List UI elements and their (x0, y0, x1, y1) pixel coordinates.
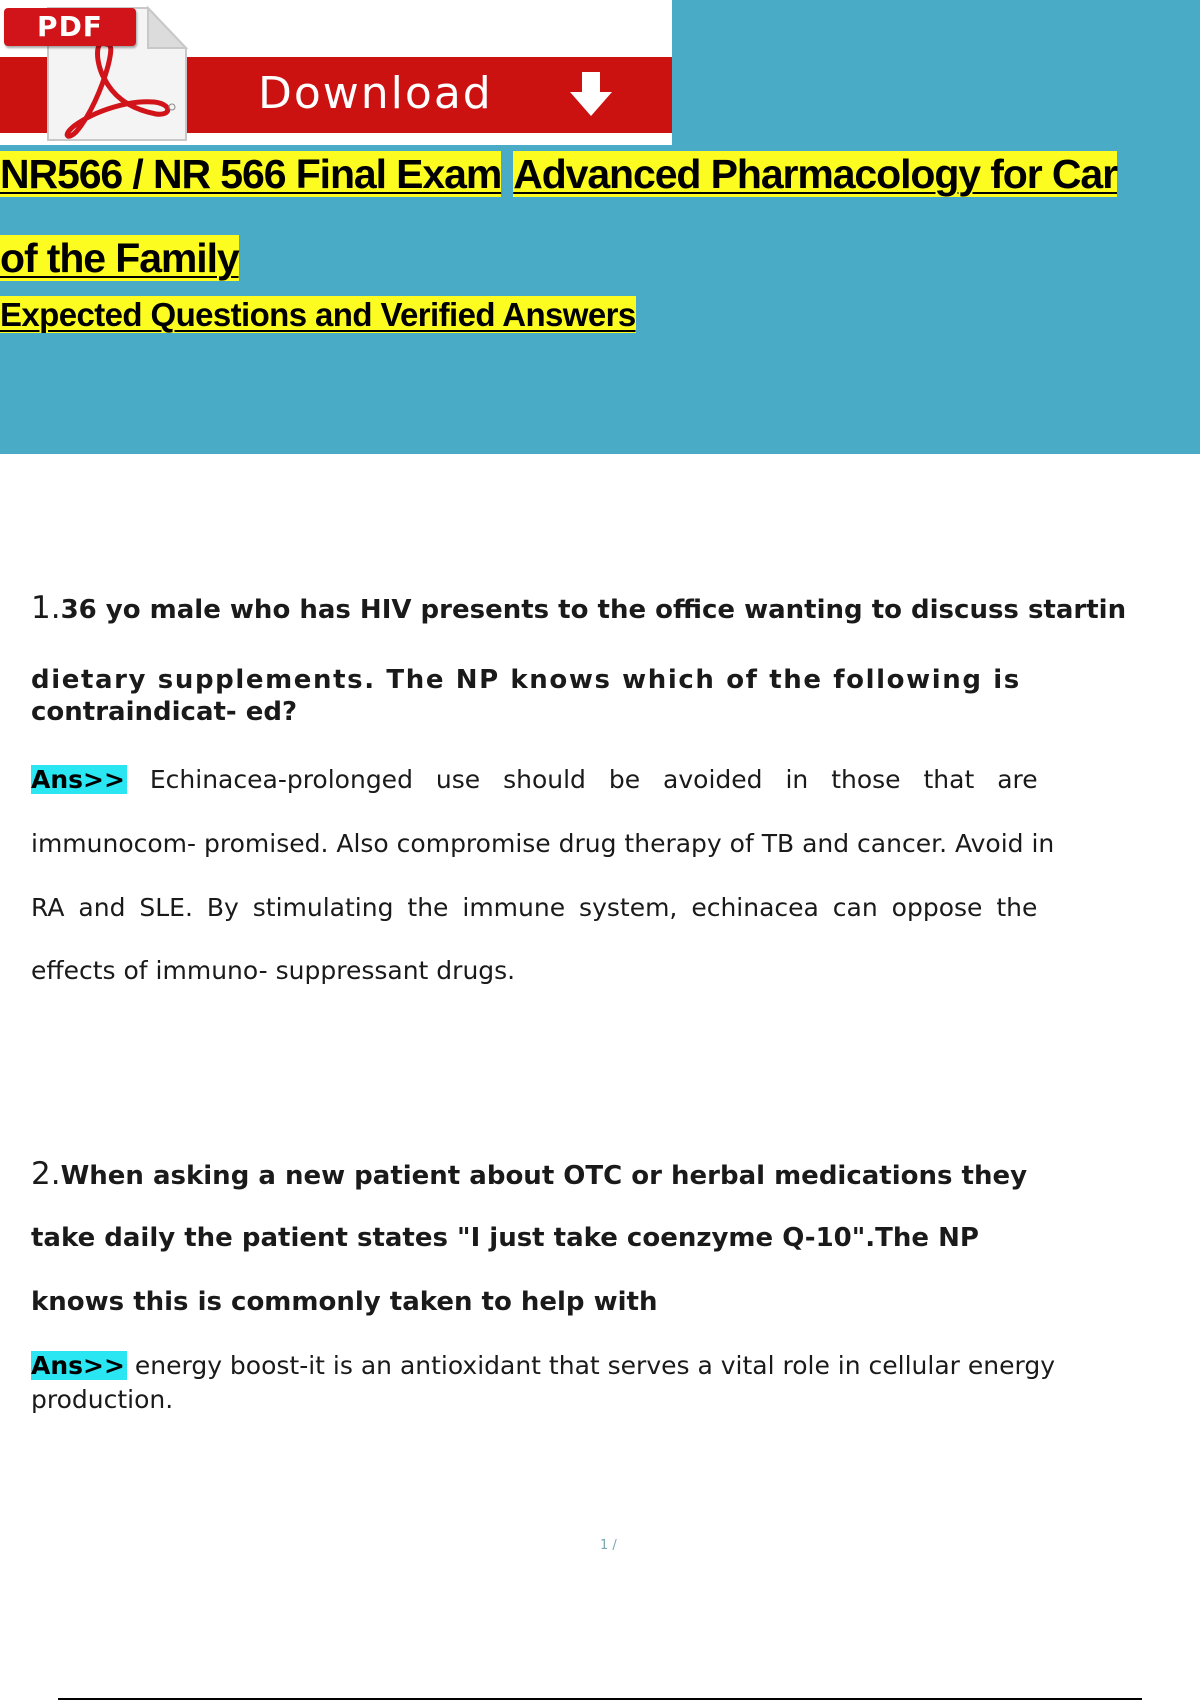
question-2-line-1 (31, 1150, 1027, 1200)
answer-2-line-1 (31, 1349, 1055, 1383)
question-2-line-2 (31, 1218, 979, 1258)
answer-2-label: Ans>> (31, 1351, 125, 1380)
title-line-2-text: of the Family (0, 235, 239, 281)
answer-2-text-1: energy boost-it is an antioxidant that serves a vital role in cellular energy (134, 1351, 1055, 1380)
question-1-text-3: contraindicat- ed? (31, 697, 298, 727)
question-1-line-3 (31, 696, 297, 728)
answer-1-text-4: effects of immuno- suppressant drugs. (31, 956, 516, 985)
question-1-number: 1. (31, 590, 61, 626)
pdf-tag: PDF (4, 8, 136, 46)
answer-1-line-1 (31, 760, 1038, 800)
download-banner[interactable] (0, 0, 672, 145)
question-2-text-2: take daily the patient states "I just take coenzyme Q-10".The NP (31, 1223, 979, 1253)
page-number: 1 / (600, 1538, 617, 1553)
page-title-line-1 (0, 148, 1117, 200)
answer-1-text-3: RA and SLE. By stimulating the immune system, echinacea can oppose the (31, 893, 1038, 922)
title-part-2: Advanced Pharmacology for Car (513, 151, 1117, 197)
question-2-text-1: When asking a new patient about OTC or herbal medications they (60, 1161, 1028, 1191)
question-1-line-2 (31, 664, 1021, 696)
question-2-number: 2. (31, 1156, 61, 1192)
header-banner (0, 0, 1200, 454)
down-arrow-icon[interactable] (566, 70, 616, 118)
answer-2-text-2: production. (31, 1385, 174, 1414)
subtitle-text: Expected Questions and Verified Answers (0, 296, 636, 333)
question-1-line-1 (31, 584, 1126, 634)
answer-1-text-1: Echinacea-prolonged use should be avoided in those that are (149, 765, 1038, 794)
answer-1-text-2: immunocom- promised. Also compromise drug therapy of TB and cancer. Avoid in (31, 829, 1055, 858)
page-title-line-2 (0, 232, 239, 284)
question-1-text-2: dietary supplements. The NP knows which of the following is (31, 665, 1021, 695)
title-part-1: NR566 / NR 566 Final Exam (0, 151, 502, 197)
answer-1-label: Ans>> (31, 765, 125, 794)
question-2-text-3: knows this is commonly taken to help with (31, 1287, 658, 1317)
answer-1-line-4 (31, 951, 515, 991)
download-label[interactable]: Download (258, 68, 493, 119)
answer-2-line-2 (31, 1383, 173, 1417)
question-1-text-1: 36 yo male who has HIV presents to the office wanting to discuss startin (60, 595, 1127, 625)
page-subtitle (0, 292, 636, 338)
question-2-line-3 (31, 1282, 657, 1322)
answer-1-line-3 (31, 888, 1037, 928)
answer-1-line-2 (31, 824, 1054, 864)
